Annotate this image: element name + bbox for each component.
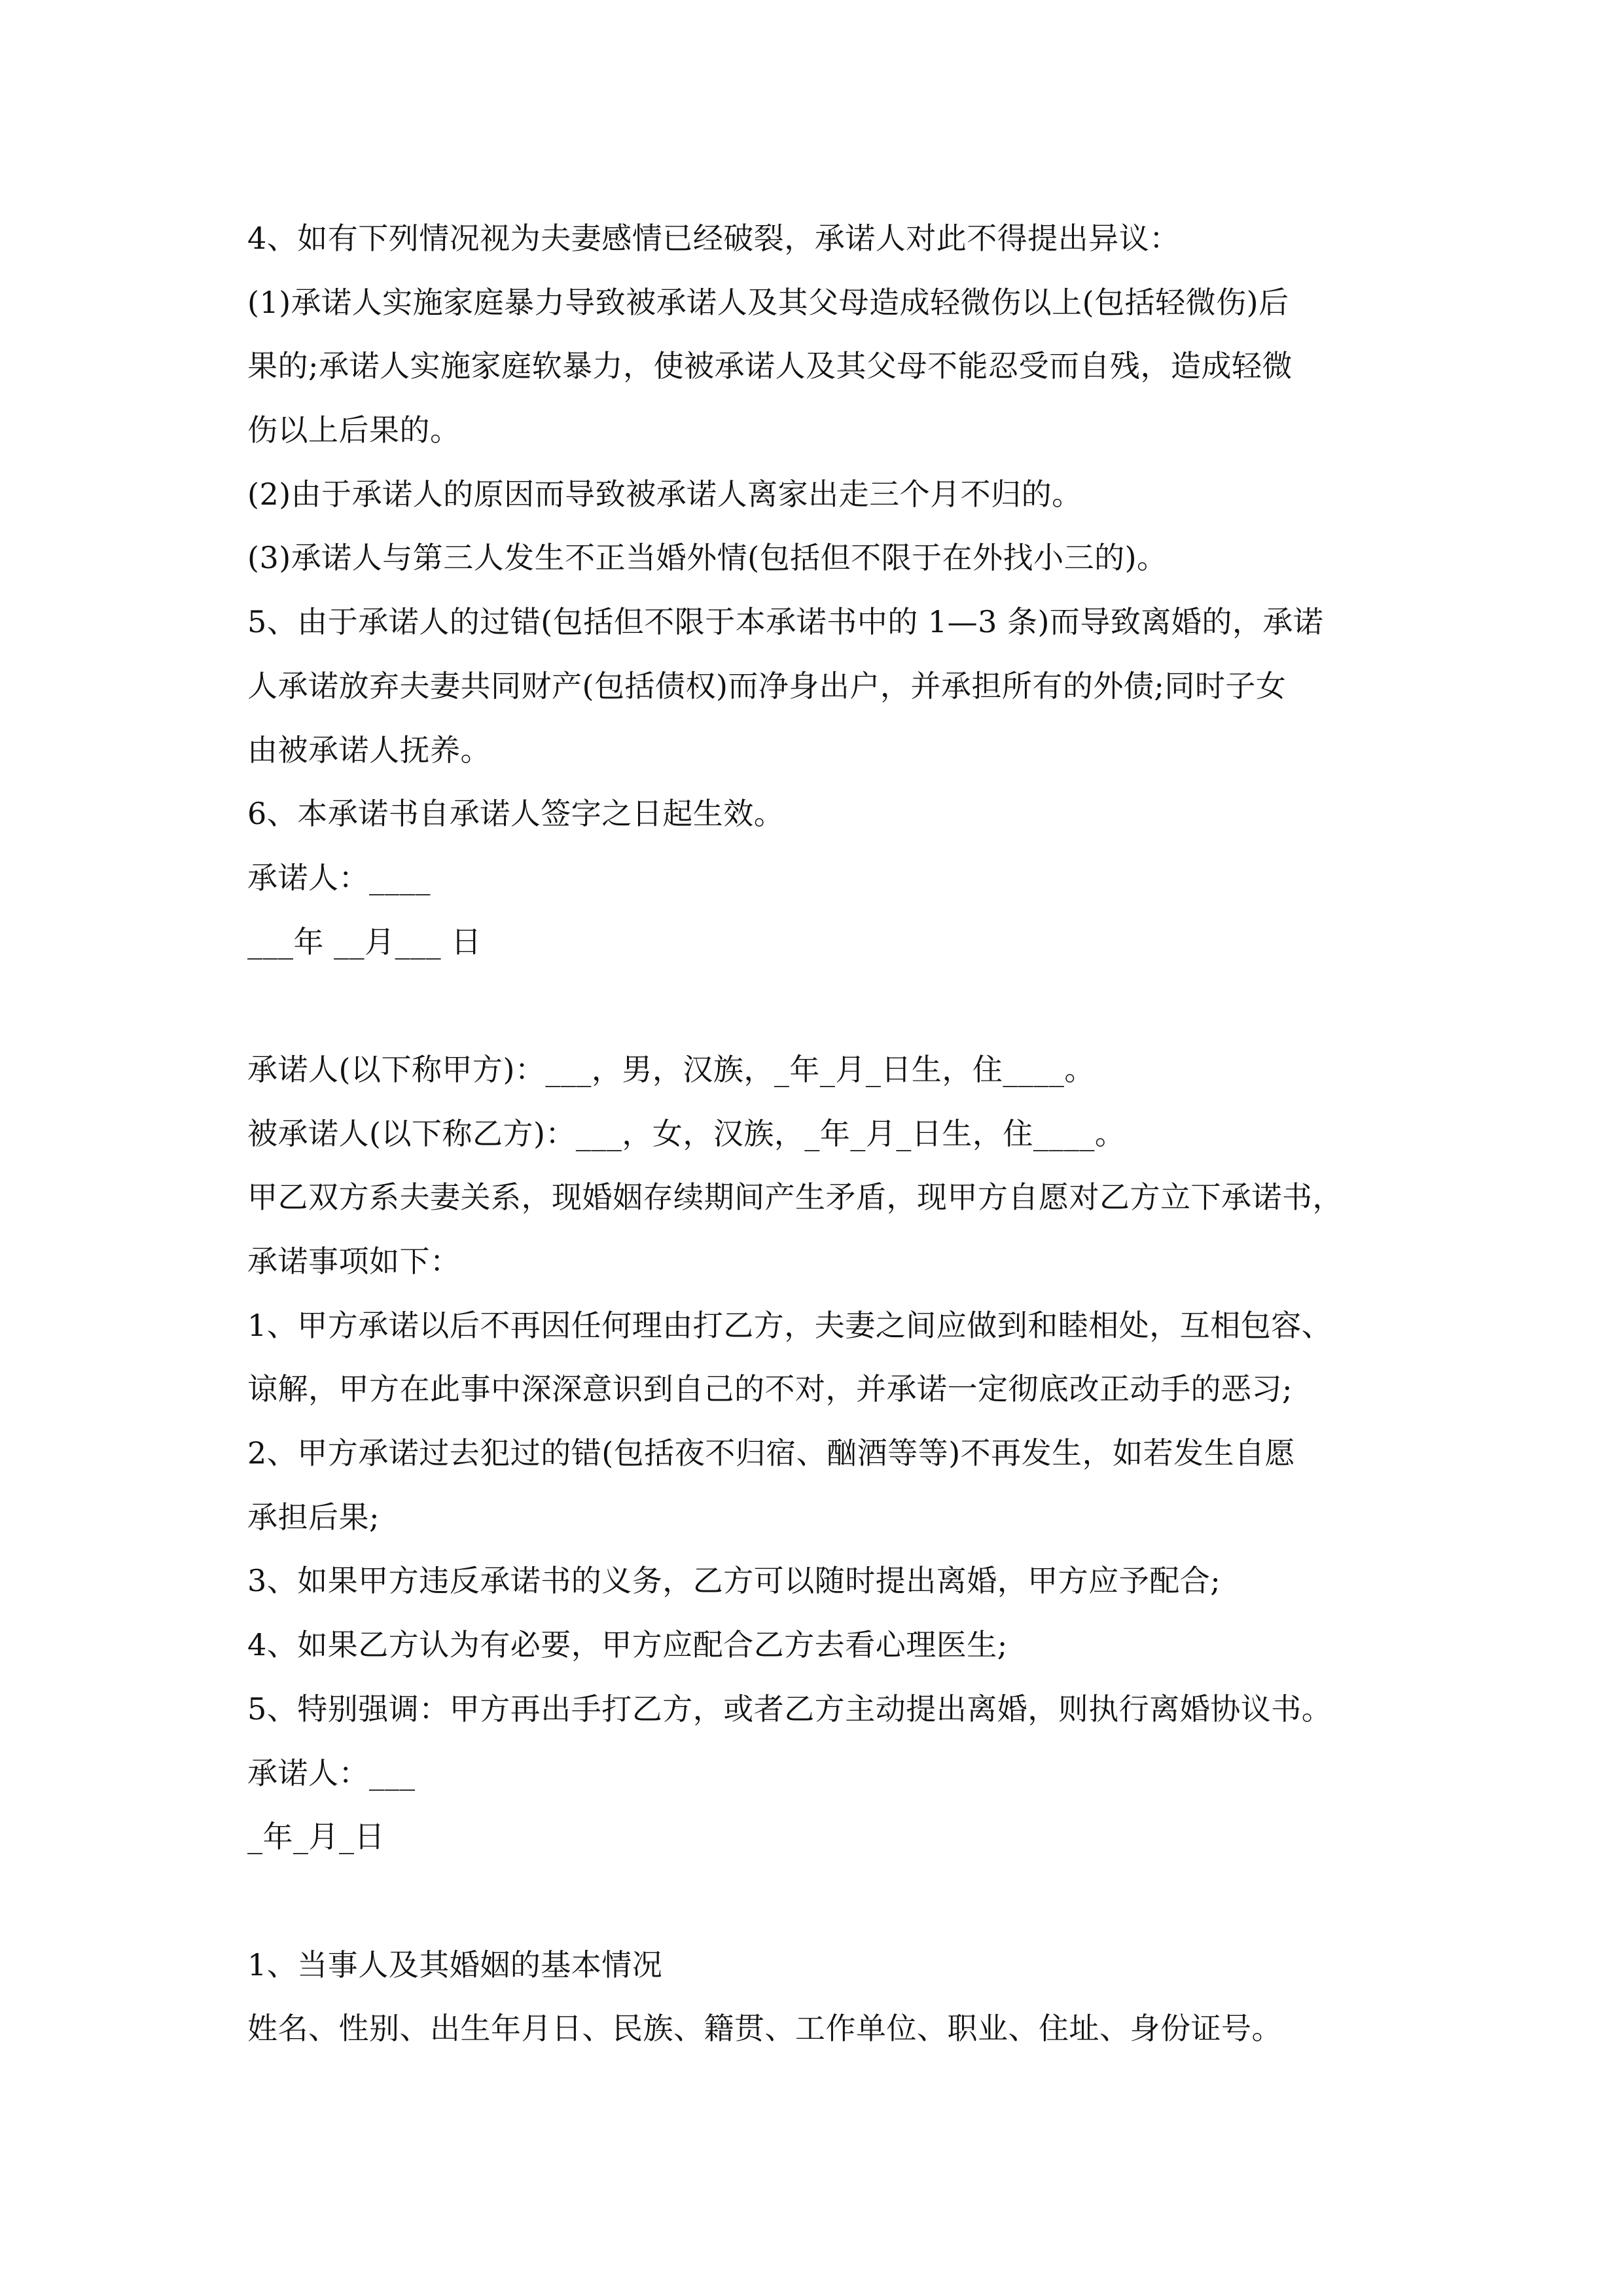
party-a-line: 承诺人(以下称甲方)：___，男，汉族，_年_月_日生，住____。: [247, 1051, 1095, 1087]
paragraph-line: 6、本承诺书自承诺人签字之日起生效。: [247, 796, 785, 832]
section-promise-letter: [247, 1038, 1399, 1869]
paragraph-line: (2)由于承诺人的原因而导致被承诺人离家出走三个月不归的。: [247, 476, 1082, 512]
party-b-line: 被承诺人(以下称乙方)：___，女，汉族，_年_月_日生，住____。: [247, 1115, 1126, 1151]
paragraph-line: (3)承诺人与第三人发生不正当婚外情(包括但不限于在外找小三的)。: [247, 540, 1168, 576]
paragraph-line: 由被承诺人抚养。: [247, 732, 491, 768]
section-basic-info: [247, 1933, 1399, 2061]
document-body: [247, 207, 1399, 2061]
paragraph-line: (1)承诺人实施家庭暴力导致被承诺人及其父母造成轻微伤以上(包括轻微伤)后: [247, 284, 1289, 320]
paragraph-line: 甲乙双方系夫妻关系，现婚姻存续期间产生矛盾，现甲方自愿对乙方立下承诺书，: [247, 1179, 1343, 1215]
paragraph-line: 3、如果甲方违反承诺书的义务，乙方可以随时提出离婚，甲方应予配合;: [247, 1563, 1221, 1599]
section-gap: [247, 974, 1399, 1038]
paragraph-line: 5、由于承诺人的过错(包括但不限于本承诺书中的 1—3 条)而导致离婚的，承诺: [247, 604, 1324, 640]
signature-line: 承诺人：___: [247, 1755, 416, 1791]
date-line: ___年 __月___ 日: [247, 924, 482, 960]
section-divorce-conditions: [247, 207, 1399, 974]
paragraph-line: 2、甲方承诺过去犯过的错(包括夜不归宿、酗酒等等)不再发生，如若发生自愿: [247, 1435, 1296, 1471]
paragraph-line: 谅解，甲方在此事中深深意识到自己的不对，并承诺一定彻底改正动手的恶习;: [247, 1371, 1293, 1407]
section-gap: [247, 1869, 1399, 1933]
paragraph-line: 果的;承诺人实施家庭软暴力，使被承诺人及其父母不能忍受而自残，造成轻微: [247, 348, 1293, 384]
paragraph-line: 4、如果乙方认为有必要，甲方应配合乙方去看心理医生;: [247, 1627, 1008, 1663]
date-line: _年_月_日: [247, 1819, 385, 1855]
paragraph-line: 姓名、性别、出生年月日、民族、籍贯、工作单位、职业、住址、身份证号。: [247, 2011, 1282, 2047]
paragraph-line: 4、如有下列情况视为夫妻感情已经破裂，承诺人对此不得提出异议：: [247, 221, 1180, 256]
paragraph-line: 承诺事项如下：: [247, 1244, 461, 1279]
paragraph-line: 伤以上后果的。: [247, 412, 461, 448]
paragraph-line: 人承诺放弃夫妻共同财产(包括债权)而净身出户，并承担所有的外债;同时子女: [247, 668, 1287, 704]
signature-line: 承诺人：____: [247, 859, 431, 895]
paragraph-line: 承担后果;: [247, 1499, 380, 1535]
paragraph-line: 1、甲方承诺以后不再因任何理由打乙方，夫妻之间应做到和睦相处，互相包容、: [247, 1307, 1332, 1343]
paragraph-line: 1、当事人及其婚姻的基本情况: [247, 1946, 663, 1982]
paragraph-line: 5、特别强调：甲方再出手打乙方，或者乙方主动提出离婚，则执行离婚协议书。: [247, 1691, 1332, 1727]
